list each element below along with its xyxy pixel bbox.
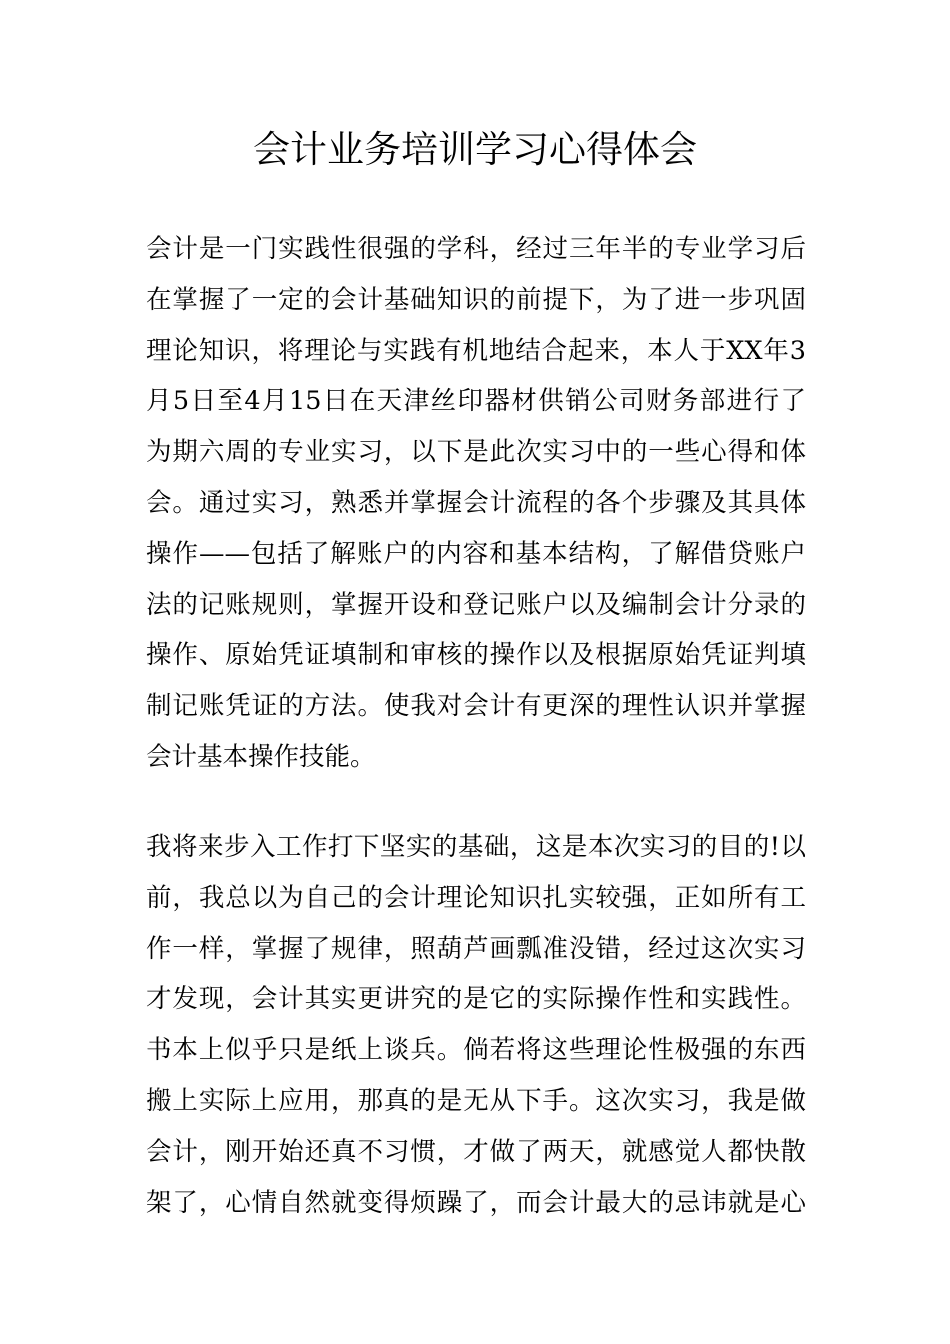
text-line: 架了，心情自然就变得烦躁了，而会计最大的忌讳就是心 [146, 1187, 806, 1218]
document-title: 会计业务培训学习心得体会 [253, 128, 697, 171]
text-line: 搬上实际上应用，那真的是无从下手。这次实习，我是做 [146, 1085, 806, 1116]
text-line: 会。通过实习，熟悉并掌握会计流程的各个步骤及其具体 [146, 487, 806, 518]
paragraph-1 [146, 224, 806, 783]
text-line: 操作、原始凭证填制和审核的操作以及根据原始凭证判填 [146, 640, 806, 671]
text-line: 月5日至4月15日在天津丝印器材供销公司财务部进行了 [146, 386, 806, 417]
text-line: 作一样，掌握了规律，照葫芦画瓢准没错，经过这次实习 [146, 933, 806, 964]
text-line: 前，我总以为自己的会计理论知识扎实较强，正如所有工 [146, 882, 806, 913]
text-line: 法的记账规则，掌握开设和登记账户以及编制会计分录的 [146, 589, 806, 620]
text-line: 会计基本操作技能。 [146, 741, 376, 772]
paragraph-2 [146, 822, 806, 1228]
text-line: 才发现，会计其实更讲究的是它的实际操作性和实践性。 [146, 984, 806, 1015]
text-line: 会计是一门实践性很强的学科，经过三年半的专业学习后 [146, 234, 806, 264]
text-line: 在掌握了一定的会计基础知识的前提下，为了进一步巩固 [146, 284, 806, 315]
text-line: 我将来步入工作打下坚实的基础，这是本次实习的目的!以 [146, 832, 806, 862]
text-line: 为期六周的专业实习，以下是此次实习中的一些心得和体 [146, 437, 806, 468]
text-line: 理论知识，将理论与实践有机地结合起来，本人于XX年3 [146, 335, 806, 366]
text-line: 会计，刚开始还真不习惯，才做了两天，就感觉人都快散 [146, 1136, 806, 1167]
text-line: 制记账凭证的方法。使我对会计有更深的理性认识并掌握 [146, 691, 806, 722]
text-line: 书本上似乎只是纸上谈兵。倘若将这些理论性极强的东西 [146, 1035, 806, 1066]
text-line: 操作——包括了解账户的内容和基本结构，了解借贷账户 [146, 538, 806, 569]
